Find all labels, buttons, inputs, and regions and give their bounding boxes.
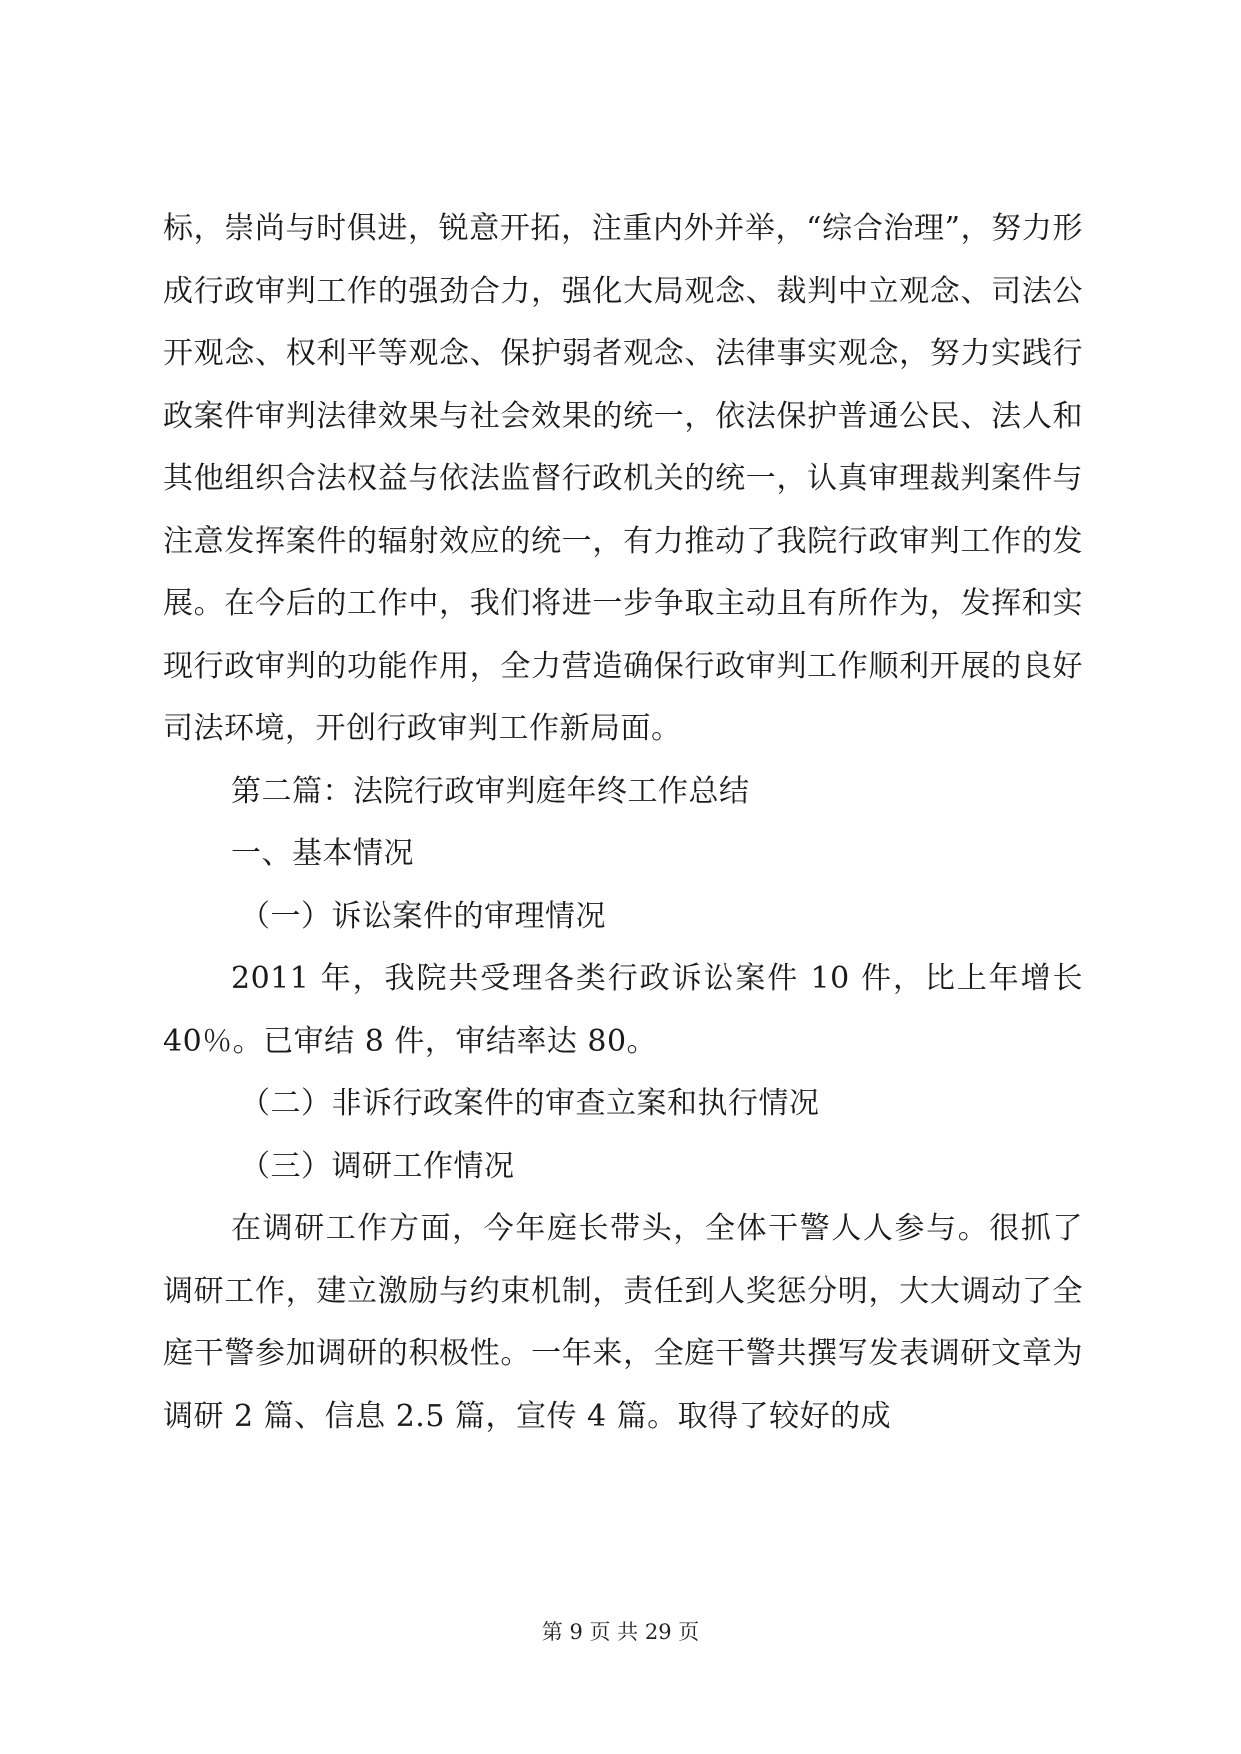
chapter-title: 第二篇：法院行政审判庭年终工作总结 bbox=[231, 773, 750, 809]
paragraph-litigation-stats: 2011 年，我院共受理各类行政诉讼案件 10 件，比上年增长 40％。已审结 8 件，审结率达 80。 bbox=[163, 961, 1083, 1059]
subsection-heading-research: （三）调研工作情况 bbox=[240, 1148, 515, 1184]
document-body bbox=[163, 198, 1083, 1448]
paragraph-continuation: 标，崇尚与时俱进，锐意开拓，注重内外并举，“综合治理”，努力形成行政审判工作的强劲合力，强化大局观念、裁判中立观念、司法公开观念、权利平等观念、保护弱者观念、法律事实观念，努力实践行政案件审判法律效果与社会效果的统一，依法保护普通公民、法人和其他组织合法权益与依法监督行政机关的统一，认真审理裁判案件与注意发挥案件的辐射效应的统一，有力推动了我院行政审判工作的发展。在今后的工作中，我们将进一步争取主动且有所作为，发挥和实现行政审判的功能作用，全力营造确保行政审判工作顺利开展的良好司法环境，开创行政审判工作新局面。 bbox=[163, 211, 1083, 746]
subsection-heading-litigation: （一）诉讼案件的审理情况 bbox=[240, 898, 606, 934]
page-footer bbox=[0, 1616, 1241, 1646]
page-number: 第 9 页 共 29 页 bbox=[541, 1620, 700, 1644]
section-heading-basic-situation: 一、基本情况 bbox=[231, 836, 414, 871]
subsection-heading-non-litigation: （二）非诉行政案件的审查立案和执行情况 bbox=[240, 1086, 820, 1121]
paragraph-research-work: 在调研工作方面，今年庭长带头，全体干警人人参与。很抓了调研工作，建立激励与约束机制，责任到人奖惩分明，大大调动了全庭干警参加调研的积极性。一年来，全庭干警共撰写发表调研文章为调研 2 篇、信息 2.5 篇，宣传 4 篇。取得了较好的成 bbox=[163, 1211, 1083, 1434]
